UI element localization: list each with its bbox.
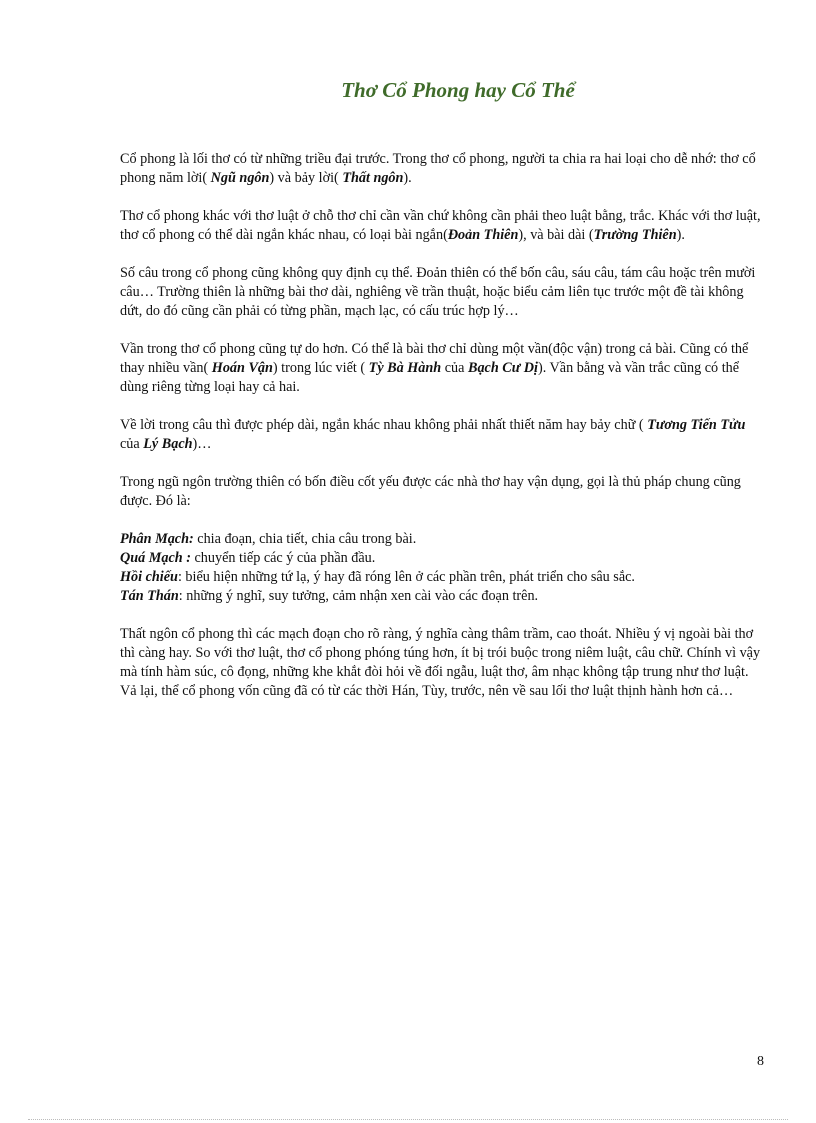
list-term: Tán Thán	[120, 588, 179, 604]
term-ty-ba-hanh: Tỳ Bà Hành	[368, 360, 442, 376]
document-body	[120, 150, 768, 720]
term-ly-bach: Lý Bạch	[143, 436, 193, 452]
text-run: Thơ cổ phong khác với thơ luật ở chỗ thơ chỉ cần vần chứ không cần phải theo luật bằng, trắc. Khác với thơ luật, thơ cổ phong có thể dài ngắn khác nhau, có loại bài ngắn(	[120, 208, 761, 243]
paragraph-4	[120, 340, 768, 397]
list-term: Hồi chiếu	[120, 569, 178, 585]
term-doan-thien: Đoản Thiên	[447, 227, 519, 243]
text-run: ), và bài dài (	[518, 227, 594, 243]
text-run: Về lời trong câu thì được phép dài, ngắn khác nhau không phải nhất thiết năm hay bảy chữ (	[120, 417, 648, 433]
text-run: ) trong lúc viết (	[272, 360, 369, 376]
text-run: Vần trong thơ cổ phong cũng tự do hơn. Có thể là bài thơ chỉ dùng một vần(độc vận) trong cả bài. Cũng có thể thay nhiều vần(	[120, 341, 749, 376]
footer-divider	[28, 1119, 788, 1120]
text-run: Số câu trong cổ phong cũng không quy định cụ thể. Đoản thiên có thể bốn câu, sáu câu, tám câu hoặc trên mười câu… Trường thiên là những bài thơ dài, nghiêng về trần thuật, hoặc biểu cảm liên tục trước một đề tài không dứt, do đó cũng cần phải có từng phần, mạch lạc, có cấu trúc hợp lý…	[120, 265, 756, 319]
text-run: của	[120, 436, 144, 452]
text-run: của	[441, 360, 468, 376]
term-ngu-ngon: Ngũ ngôn	[210, 170, 270, 186]
paragraph-6	[120, 473, 768, 511]
text-run: Cổ phong là lối thơ có từ những triều đại trước. Trong thơ cổ phong, người ta chia ra hai loại cho dễ nhớ: thơ cổ phong năm lời(	[120, 151, 756, 186]
paragraph-5	[120, 416, 768, 454]
paragraph-1	[120, 150, 768, 188]
term-bach-cu-di: Bạch Cư Dị	[467, 360, 538, 376]
text-run: ). Vần bằng và vần trắc cũng có thể dùng riêng từng loại hay cả hai.	[120, 360, 740, 395]
text-run: Thất ngôn cổ phong thì các mạch đoạn cho rõ ràng, ý nghĩa càng thâm trầm, cao thoát. Nhiều ý vị ngoài bài thơ thì càng hay. So với thơ luật, thơ cổ phong phóng túng hơn, ít bị trói buộc trong niêm luật, câu chữ. Chính vì vậy mà tính hàm súc, cô đọng, những khe khắt đòi hỏi về đối ngẫu, luật thơ, âm nhạc không tập trung như thơ luật. Vả lại, thể cổ phong vốn cũng đã có từ các thời Hán, Tùy, trước, nên về sau lối thơ luật thịnh hành hơn cả…	[120, 626, 761, 699]
list-item	[120, 587, 768, 606]
text-run: ) và bảy lời(	[269, 170, 343, 186]
term-that-ngon: Thất ngôn	[342, 170, 404, 186]
text-run: ).	[676, 227, 685, 243]
term-truong-thien: Trường Thiên	[593, 227, 677, 243]
list-term: Phân Mạch:	[120, 531, 194, 547]
term-hoan-van: Hoán Vận	[211, 360, 273, 376]
list-item	[120, 568, 768, 587]
list-desc: : biểu hiện những tứ lạ, ý hay đã róng lên ở các phần trên, phát triển cho sâu sắc.	[177, 569, 635, 585]
paragraph-2	[120, 207, 768, 245]
list-desc: : những ý nghĩ, suy tưởng, cảm nhận xen cài vào các đoạn trên.	[178, 588, 539, 604]
page-title: Thơ Cổ Phong hay Cổ Thể	[341, 78, 575, 102]
list-desc: chuyển tiếp các ý của phần đầu.	[190, 550, 376, 566]
page-number: 8	[757, 1054, 764, 1069]
text-run: Trong ngũ ngôn trường thiên có bốn điều cốt yếu được các nhà thơ hay vận dụng, gọi là thủ pháp chung cũng được. Đó là:	[120, 474, 741, 509]
term-tuong-tien-tuu: Tương Tiến Tửu	[647, 417, 746, 433]
paragraph-7	[120, 625, 768, 701]
list-item	[120, 530, 768, 549]
paragraph-3	[120, 264, 768, 321]
text-run: )…	[192, 436, 212, 452]
list-item	[120, 549, 768, 568]
list-term: Quá Mạch :	[120, 550, 191, 566]
list-desc: chia đoạn, chia tiết, chia câu trong bài.	[193, 531, 417, 547]
text-run: ).	[403, 170, 412, 186]
